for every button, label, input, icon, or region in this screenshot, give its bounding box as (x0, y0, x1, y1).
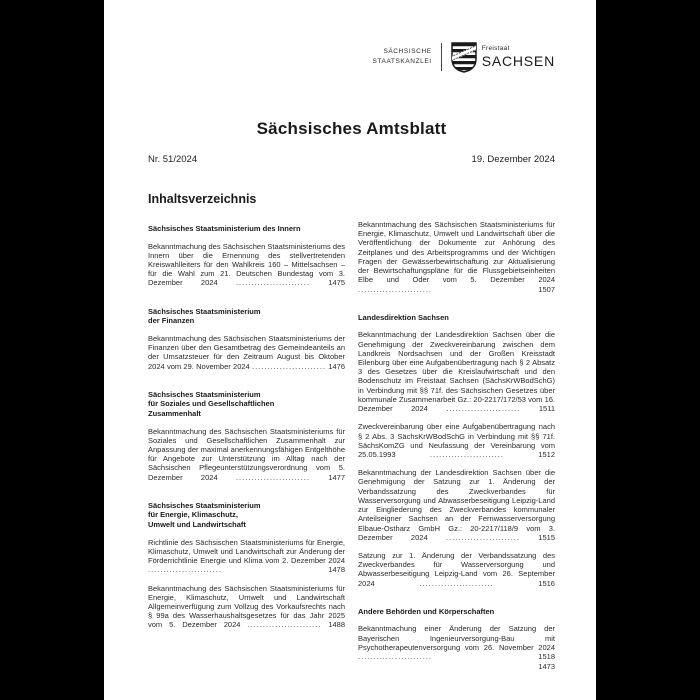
toc-columns (148, 220, 555, 670)
section-heading: Andere Behörden und Körperschaften (358, 606, 495, 616)
toc-section (358, 313, 555, 588)
toc-entry (358, 422, 555, 459)
toc-page-number: 1488 (321, 620, 345, 630)
logo-divider (441, 43, 442, 71)
dot-leader: ........................ (446, 404, 521, 414)
toc-entry (148, 427, 345, 482)
toc-section (358, 607, 555, 661)
toc-column-1 (148, 220, 345, 670)
dot-leader: ........................ (358, 284, 433, 294)
gazette-title: Sächsisches Amtsblatt (256, 119, 447, 138)
dot-leader: ........................ (445, 532, 520, 542)
toc-entry (148, 334, 345, 371)
toc-entry (358, 468, 555, 542)
toc-entry-text: Richtlinie des Sächsischen Staatsministeriums für Energie, Klimaschutz, Umwelt und Landwirtschaft zur Änderung der Förderrichtlinie Energie und Klima vom 2. Dezember 2024 (148, 537, 345, 566)
dot-leader: ........................ (429, 449, 504, 459)
toc-section (148, 307, 345, 371)
toc-entry-text: Zweckvereinbarung über eine Aufgabenübertragung nach § 2 Abs. 3 SächsKrWBodSchG in Verbindung mit §§ 71f. SächsKomZG und Neufassung der Vereinbarung vom 25.05.1993 (358, 422, 555, 459)
toc-entry (148, 242, 345, 288)
dot-leader: ........................ (358, 652, 433, 662)
toc-entry-text: Bekanntmachung des Sächsischen Staatsministeriums der Finanzen über den Gesamtbetrag des Gemeindeanteils an der Umsatzsteuer für den Zeitraum August bis Oktober 2024 vom 29. November 2024 (148, 333, 345, 371)
saxony-coat-of-arms-icon (451, 42, 477, 73)
toc-page-number: 1512 (503, 449, 555, 459)
toc-section (358, 220, 555, 294)
state-name (482, 46, 555, 68)
header-logo (148, 40, 555, 74)
toc-page-number: 1511 (520, 404, 555, 414)
toc-entry (358, 551, 555, 588)
toc-entry-text: Bekanntmachung des Sächsischen Staatsministeriums für Energie, Klimaschutz, Umwelt und Landwirtschaft über die Veröffentlichung der Dokumente zur Anhörung des Zeitplanes und des Arbeitsprogramms und der Wichtigen Fragen der Gewässerbewirtschaftung zur Aktualisierung der Bewirtschaftungspläne für die Flussgebietseinheiten Elbe und Oder vom 5. Dezember 2024 (358, 220, 555, 285)
section-heading: Landesdirektion Sachsen (358, 312, 449, 322)
toc-entry (358, 624, 555, 661)
section-heading: Sächsisches Staatsministerium für Energie, Klimaschutz, Umwelt und Landwirtschaft (148, 500, 261, 530)
toc-entry-text: Bekanntmachung einer Änderung der Satzung der Bayerischen Ingenieurversorgung-Bau mit Psychotherapeutenversorgung vom 26. November 2024 (358, 624, 555, 652)
state-name-small: Freistaat (481, 45, 510, 53)
toc-entry (148, 584, 345, 630)
toc-entry-text: Bekanntmachung des Sächsischen Staatsministeriums für Energie, Klimaschutz, Umwelt und Landwirtschaft Allgemeinverfügung zum Vollzug des Vorkaufsrechts nach § 99a des Wasserhaushaltsgesetzes für das Jahr 2025 vom 5. Dezember 2024 (148, 583, 345, 630)
toc-section (148, 390, 345, 482)
issue-number: Nr. 51/2024 (148, 154, 198, 165)
agency-name-line2: STAATSKANZLEI (372, 58, 432, 65)
state-name-large: SACHSEN (481, 52, 555, 69)
section-heading: Sächsisches Staatsministerium des Innern (148, 224, 301, 233)
dot-leader: ........................ (419, 578, 494, 588)
gazette-page (104, 0, 596, 700)
toc-page-number: 1507 (432, 284, 555, 294)
agency-name-line1: SÄCHSISCHE (383, 48, 432, 56)
toc-entry-text: Bekanntmachung der Landesdirektion Sachsen über die Genehmigung der Satzung zur 1. Änderung der Verbandssatzung des Zweckverbandes für Wasserversorgung und Abwasserbeseitigung Leipzig-Land zur Eingliederung des Zweckverbandes kommunaler Anteilseigner Sachsen an der Fernwasserversorgung Elbaue-Ostharz GmbH Gz.: 20-2217/118/9 vom 3. Dezember 2024 (358, 468, 555, 542)
toc-page-number: 1475 (309, 278, 345, 288)
toc-entry-text: Bekanntmachung der Landesdirektion Sachsen über die Genehmigung der Zweckvereinbarung zwischen dem Landkreis Nordsachsen und der Großen Kreisstadt Eilenburg über eine Aufgabenübertragung nach § 2 Absatz 3 des Gesetzes über die Kreislaufwirtschaft und den Bodenschutz im Freistaat Sachsen (SächsKrWBodSchG) in Verbindung mit §§ 71f. des Sächsischen Gesetzes über kommunale Zusammenarbeit Gz.: 20-2217/172/53 vom 16. Dezember 2024 (358, 330, 555, 414)
page-footer-number: 1473 (538, 662, 555, 671)
dot-leader: ........................ (148, 565, 223, 575)
toc-entry-text: Bekanntmachung des Sächsischen Staatsministeriums für Soziales und Gesellschaftlichen Zusammenhalt zur Anpassung der maximal anerkennungsfähigen Entgelthöhe für Angebote zur Unterstützung im Alltag nach der Sächsischen Pflegeunterstützungsverordnung vom 5. Dezember 2024 (148, 426, 345, 482)
toc-section (148, 501, 345, 630)
toc-entry (358, 220, 555, 294)
toc-page-number: 1516 (493, 578, 555, 588)
section-heading: Sächsisches Staatsministerium der Finanzen (148, 306, 261, 326)
toc-page-number: 1476 (326, 361, 345, 371)
issue-date: 19. Dezember 2024 (471, 154, 555, 165)
agency-name (372, 47, 431, 67)
toc-page-number: 1478 (222, 565, 345, 575)
toc-column-2 (358, 220, 555, 670)
issue-info-row (148, 154, 555, 165)
toc-entry (358, 330, 555, 413)
toc-page-number: 1518 (432, 652, 555, 662)
toc-entry (148, 538, 345, 575)
toc-heading: Inhaltsverzeichnis (148, 192, 257, 206)
dot-leader: ........................ (235, 472, 310, 482)
toc-page-number: 1477 (309, 472, 345, 482)
section-heading: Sächsisches Staatsministerium für Soziales und Gesellschaftlichen Zusammenhalt (148, 389, 275, 418)
toc-entry-text: Satzung zur 1. Änderung der Verbandssatzung des Zweckverbandes für Wasserversorgung und Abwasserbeseitigung Leipzig-Land vom 26. September 2024 (358, 550, 555, 588)
toc-section (148, 224, 345, 288)
toc-page-number: 1515 (519, 532, 555, 542)
dot-leader: ........................ (252, 361, 327, 371)
dot-leader: ........................ (247, 620, 322, 630)
toc-entry-text: Bekanntmachung des Sächsischen Staatsministeriums des Innern über die Ernennung des stellvertretenden Kreiswahlleiters für den Wahlkreis 160 – Mittelsachsen – für die Wahl zum 21. Deutschen Bundestag vom 3. Dezember 2024 (148, 241, 345, 288)
dot-leader: ........................ (235, 278, 310, 288)
